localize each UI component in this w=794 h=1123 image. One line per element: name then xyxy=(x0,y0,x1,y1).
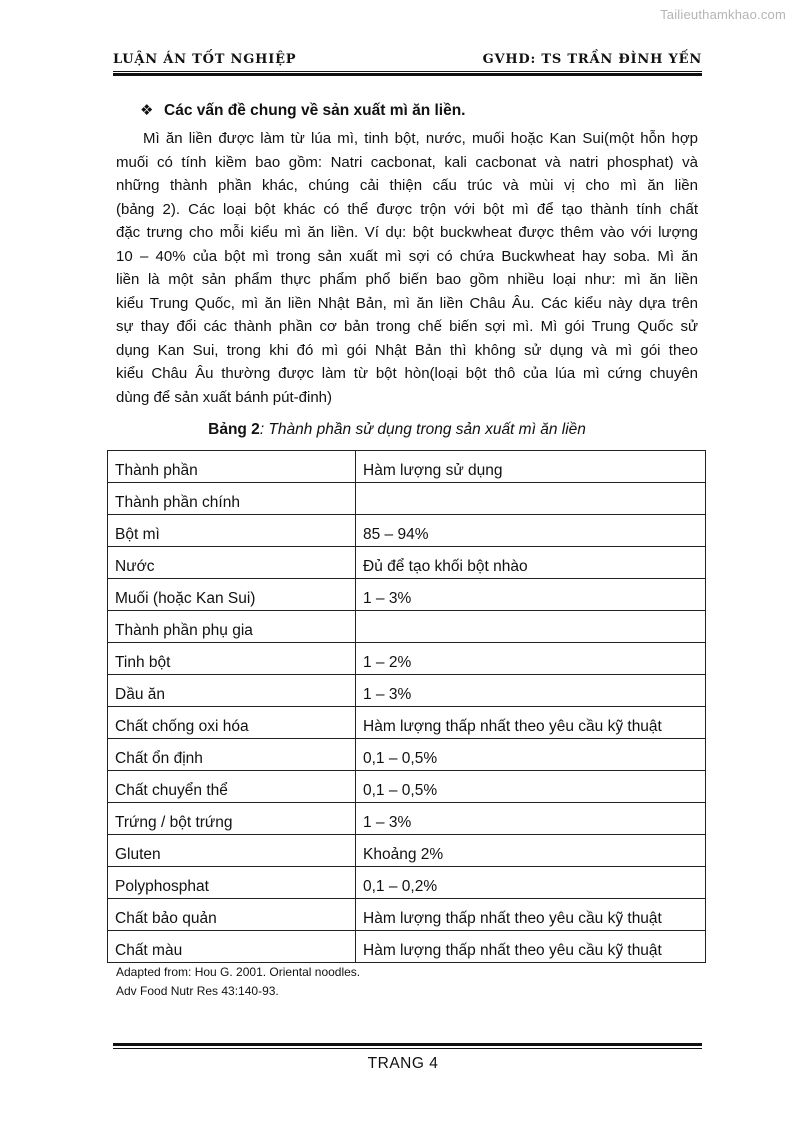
section-title: Các vấn đề chung về sản xuất mì ăn liền. xyxy=(164,102,466,119)
table-source-note xyxy=(116,963,360,1001)
table-row xyxy=(108,739,706,771)
table-row xyxy=(108,643,706,675)
amount-cell: 1 – 2% xyxy=(356,643,706,675)
ingredient-cell: Chất chuyển thể xyxy=(108,771,356,803)
amount-cell: Hàm lượng thấp nhất theo yêu cầu kỹ thuật xyxy=(356,899,706,931)
amount-cell: Khoảng 2% xyxy=(356,835,706,867)
table-row xyxy=(108,771,706,803)
amount-cell: Hàm lượng thấp nhất theo yêu cầu kỹ thuật xyxy=(356,931,706,963)
table-row xyxy=(108,547,706,579)
page-header xyxy=(113,52,702,67)
source-line: Adapted from: Hou G. 2001. Oriental noodles. xyxy=(116,965,361,979)
amount-cell: 1 – 3% xyxy=(356,675,706,707)
amount-cell: 0,1 – 0,5% xyxy=(356,771,706,803)
amount-cell: 1 – 3% xyxy=(356,579,706,611)
ingredient-cell: Thành phần xyxy=(108,451,356,483)
table-row xyxy=(108,579,706,611)
paragraph-line: sự thay đổi các thành phần cơ bản trong chế biến sợi mì. Mì gói Trung Quốc sử xyxy=(116,318,698,335)
table-row xyxy=(108,707,706,739)
table-row xyxy=(108,803,706,835)
table-row xyxy=(108,835,706,867)
table-row xyxy=(108,867,706,899)
ingredient-cell: Chất chống oxi hóa xyxy=(108,707,356,739)
header-right-advisor: GVHD: TS TRẦN ĐÌNH YẾN xyxy=(482,52,702,67)
amount-cell: Hàm lượng sử dụng xyxy=(356,451,706,483)
ingredient-cell: Thành phần chính xyxy=(108,483,356,515)
table-caption xyxy=(0,421,794,439)
paragraph-line: những thành phần khác, chúng cải thiện cấu trúc và mùi vị cho mì ăn liền xyxy=(116,177,698,194)
ingredient-cell: Gluten xyxy=(108,835,356,867)
body-paragraph xyxy=(116,127,698,409)
header-left-title: LUẬN ÁN TỐT NGHIỆP xyxy=(113,52,297,67)
amount-cell: 85 – 94% xyxy=(356,515,706,547)
ingredient-cell: Chất ổn định xyxy=(108,739,356,771)
ingredient-cell: Bột mì xyxy=(108,515,356,547)
watermark: Tailieuthamkhao.com xyxy=(660,7,786,22)
amount-cell: 0,1 – 0,5% xyxy=(356,739,706,771)
paragraph-line: (bảng 2). Các loại bột khác có thể được trộn với bột mì để tạo thành tính chất xyxy=(116,200,698,218)
paragraph-line: muối có tính kiềm bao gồm: Natri cacbonat, kali cacbonat và natri phosphat) và xyxy=(116,153,698,171)
caption-text: : Thành phần sử dụng trong sản xuất mì ăn liền xyxy=(259,421,586,438)
paragraph-line: kiểu Châu Âu thường được làm từ bột hòn(loại bột thô của lúa mì cứng chuyên xyxy=(116,365,698,382)
table-header-row xyxy=(108,451,706,483)
page-number: TRANG 4 xyxy=(367,1055,439,1072)
table-row xyxy=(108,483,706,515)
paragraph-line: kiểu Trung Quốc, mì ăn liền Nhật Bản, mì ăn liền Châu Âu. Các kiểu này dựa trên xyxy=(116,294,698,312)
ingredients-table xyxy=(107,450,706,963)
ingredient-cell: Nước xyxy=(108,547,356,579)
paragraph-line: dùng để sản xuất bánh pút-đinh) xyxy=(116,388,332,406)
table-row xyxy=(108,931,706,963)
ingredient-cell: Thành phần phụ gia xyxy=(108,611,356,643)
amount-cell xyxy=(356,483,706,515)
header-rule-thick xyxy=(113,73,702,76)
header-rule-thin xyxy=(113,71,702,72)
ingredient-cell: Chất bảo quản xyxy=(108,899,356,931)
paragraph-line: liền là một sản phẩm thực phẩm phổ biến bao gồm nhiều loại như: mì ăn liền xyxy=(116,271,698,288)
paragraph-line: 10 – 40% của bột mì trong sản xuất mì sợi có chứa Buckwheat hay soba. Mì ăn xyxy=(116,247,698,265)
ingredient-cell: Trứng / bột trứng xyxy=(108,803,356,835)
amount-cell xyxy=(356,611,706,643)
amount-cell: 1 – 3% xyxy=(356,803,706,835)
section-heading xyxy=(140,101,466,120)
footer-rule-thick xyxy=(113,1043,702,1046)
table-row xyxy=(108,611,706,643)
ingredient-cell: Dầu ăn xyxy=(108,675,356,707)
table-row xyxy=(108,675,706,707)
ingredient-cell: Muối (hoặc Kan Sui) xyxy=(108,579,356,611)
paragraph-line: Mì ăn liền được làm từ lúa mì, tinh bột, nước, muối hoặc Kan Sui(một hỗn hợp xyxy=(143,130,698,147)
ingredient-cell: Polyphosphat xyxy=(108,867,356,899)
paragraph-line: dụng Kan Sui, trong khi đó mì gói Nhật Bản thì không sử dụng và mì gói theo xyxy=(116,341,698,359)
amount-cell: Hàm lượng thấp nhất theo yêu cầu kỹ thuật xyxy=(356,707,706,739)
ingredient-cell: Tinh bột xyxy=(108,643,356,675)
table-row xyxy=(108,515,706,547)
amount-cell: 0,1 – 0,2% xyxy=(356,867,706,899)
source-line: Adv Food Nutr Res 43:140-93. xyxy=(116,984,279,998)
amount-cell: Đủ để tạo khối bột nhào xyxy=(356,547,706,579)
paragraph-line: đặc trưng cho mỗi kiểu mì ăn liền. Ví dụ: bột buckwheat được thêm vào với lượng xyxy=(116,224,698,241)
diamond-bullet-icon: ❖ xyxy=(140,102,154,119)
ingredient-cell: Chất màu xyxy=(108,931,356,963)
table-row xyxy=(108,899,706,931)
caption-label: Bảng 2 xyxy=(208,421,260,438)
footer-rule-thin xyxy=(113,1048,702,1049)
